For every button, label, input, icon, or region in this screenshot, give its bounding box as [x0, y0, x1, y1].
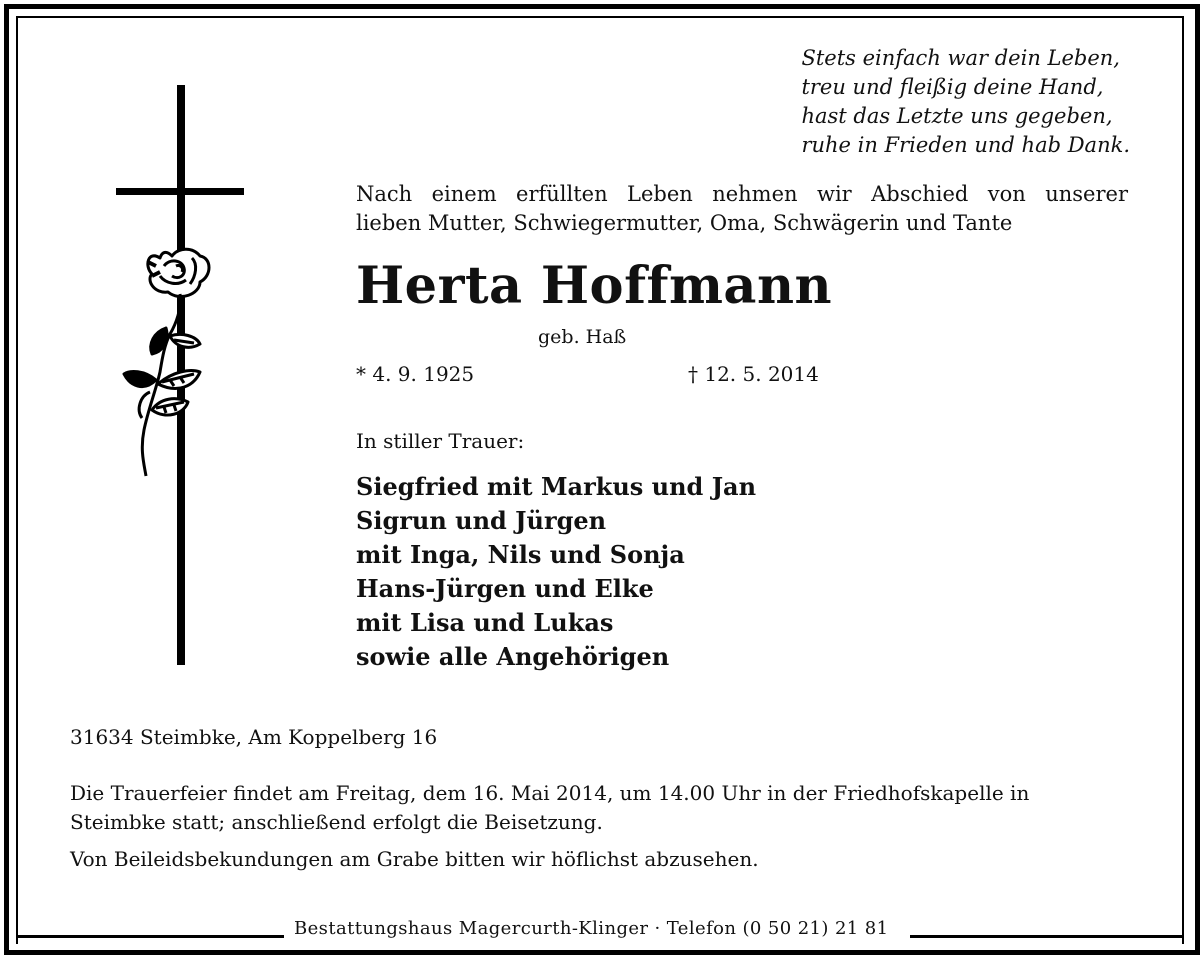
mourning-label: In stiller Trauer: — [356, 429, 525, 453]
ceremony-line: Steimbke statt; anschließend erfolgt die Beisetzung. — [70, 810, 603, 834]
condolence-notice: Von Beileidsbekundungen am Grabe bitten wir höflichst abzusehen. — [70, 847, 759, 871]
death-date: † 12. 5. 2014 — [688, 362, 819, 386]
family-line: mit Inga, Nils und Sonja — [356, 540, 685, 569]
family-line: mit Lisa und Lukas — [356, 608, 614, 637]
poem-line: treu und fleißig deine Hand, — [801, 75, 1104, 99]
poem — [801, 44, 1130, 160]
funeral-home-contact: Bestattungshaus Magercurth-Klinger · Telefon (0 50 21) 21 81 — [294, 918, 889, 939]
address: 31634 Steimbke, Am Koppelberg 16 — [70, 725, 438, 749]
footer — [16, 918, 1184, 944]
cross-with-rose-icon — [100, 80, 250, 670]
poem-line: hast das Letzte uns gegeben, — [801, 104, 1113, 128]
cross-horizontal-bar — [116, 188, 244, 195]
family-line: Sigrun und Jürgen — [356, 506, 607, 535]
birth-date: * 4. 9. 1925 — [356, 362, 475, 386]
poem-line: Stets einfach war dein Leben, — [801, 46, 1120, 70]
intro-line: lieben Mutter, Schwiegermutter, Oma, Schwägerin und Tante — [356, 211, 1013, 235]
ceremony-notice — [70, 779, 1130, 837]
rose-icon — [124, 249, 209, 476]
family-line: Siegfried mit Markus und Jan — [356, 472, 757, 501]
poem-line: ruhe in Frieden und hab Dank. — [801, 133, 1130, 157]
deceased-name: Herta Hoffmann — [356, 256, 833, 316]
intro-line: Nach einem erfüllten Leben nehmen wir Abschied von unserer — [356, 182, 1128, 206]
family-line: sowie alle Angehörigen — [356, 642, 670, 671]
footer-rule-right — [910, 935, 1184, 938]
farewell-intro — [356, 180, 1128, 238]
family-list — [356, 470, 756, 674]
family-line: Hans-Jürgen und Elke — [356, 574, 654, 603]
ceremony-line: Die Trauerfeier findet am Freitag, dem 16. Mai 2014, um 14.00 Uhr in der Friedhofskapelle in — [70, 781, 1030, 805]
footer-rule-left — [16, 935, 284, 938]
maiden-name: geb. Haß — [538, 326, 627, 348]
